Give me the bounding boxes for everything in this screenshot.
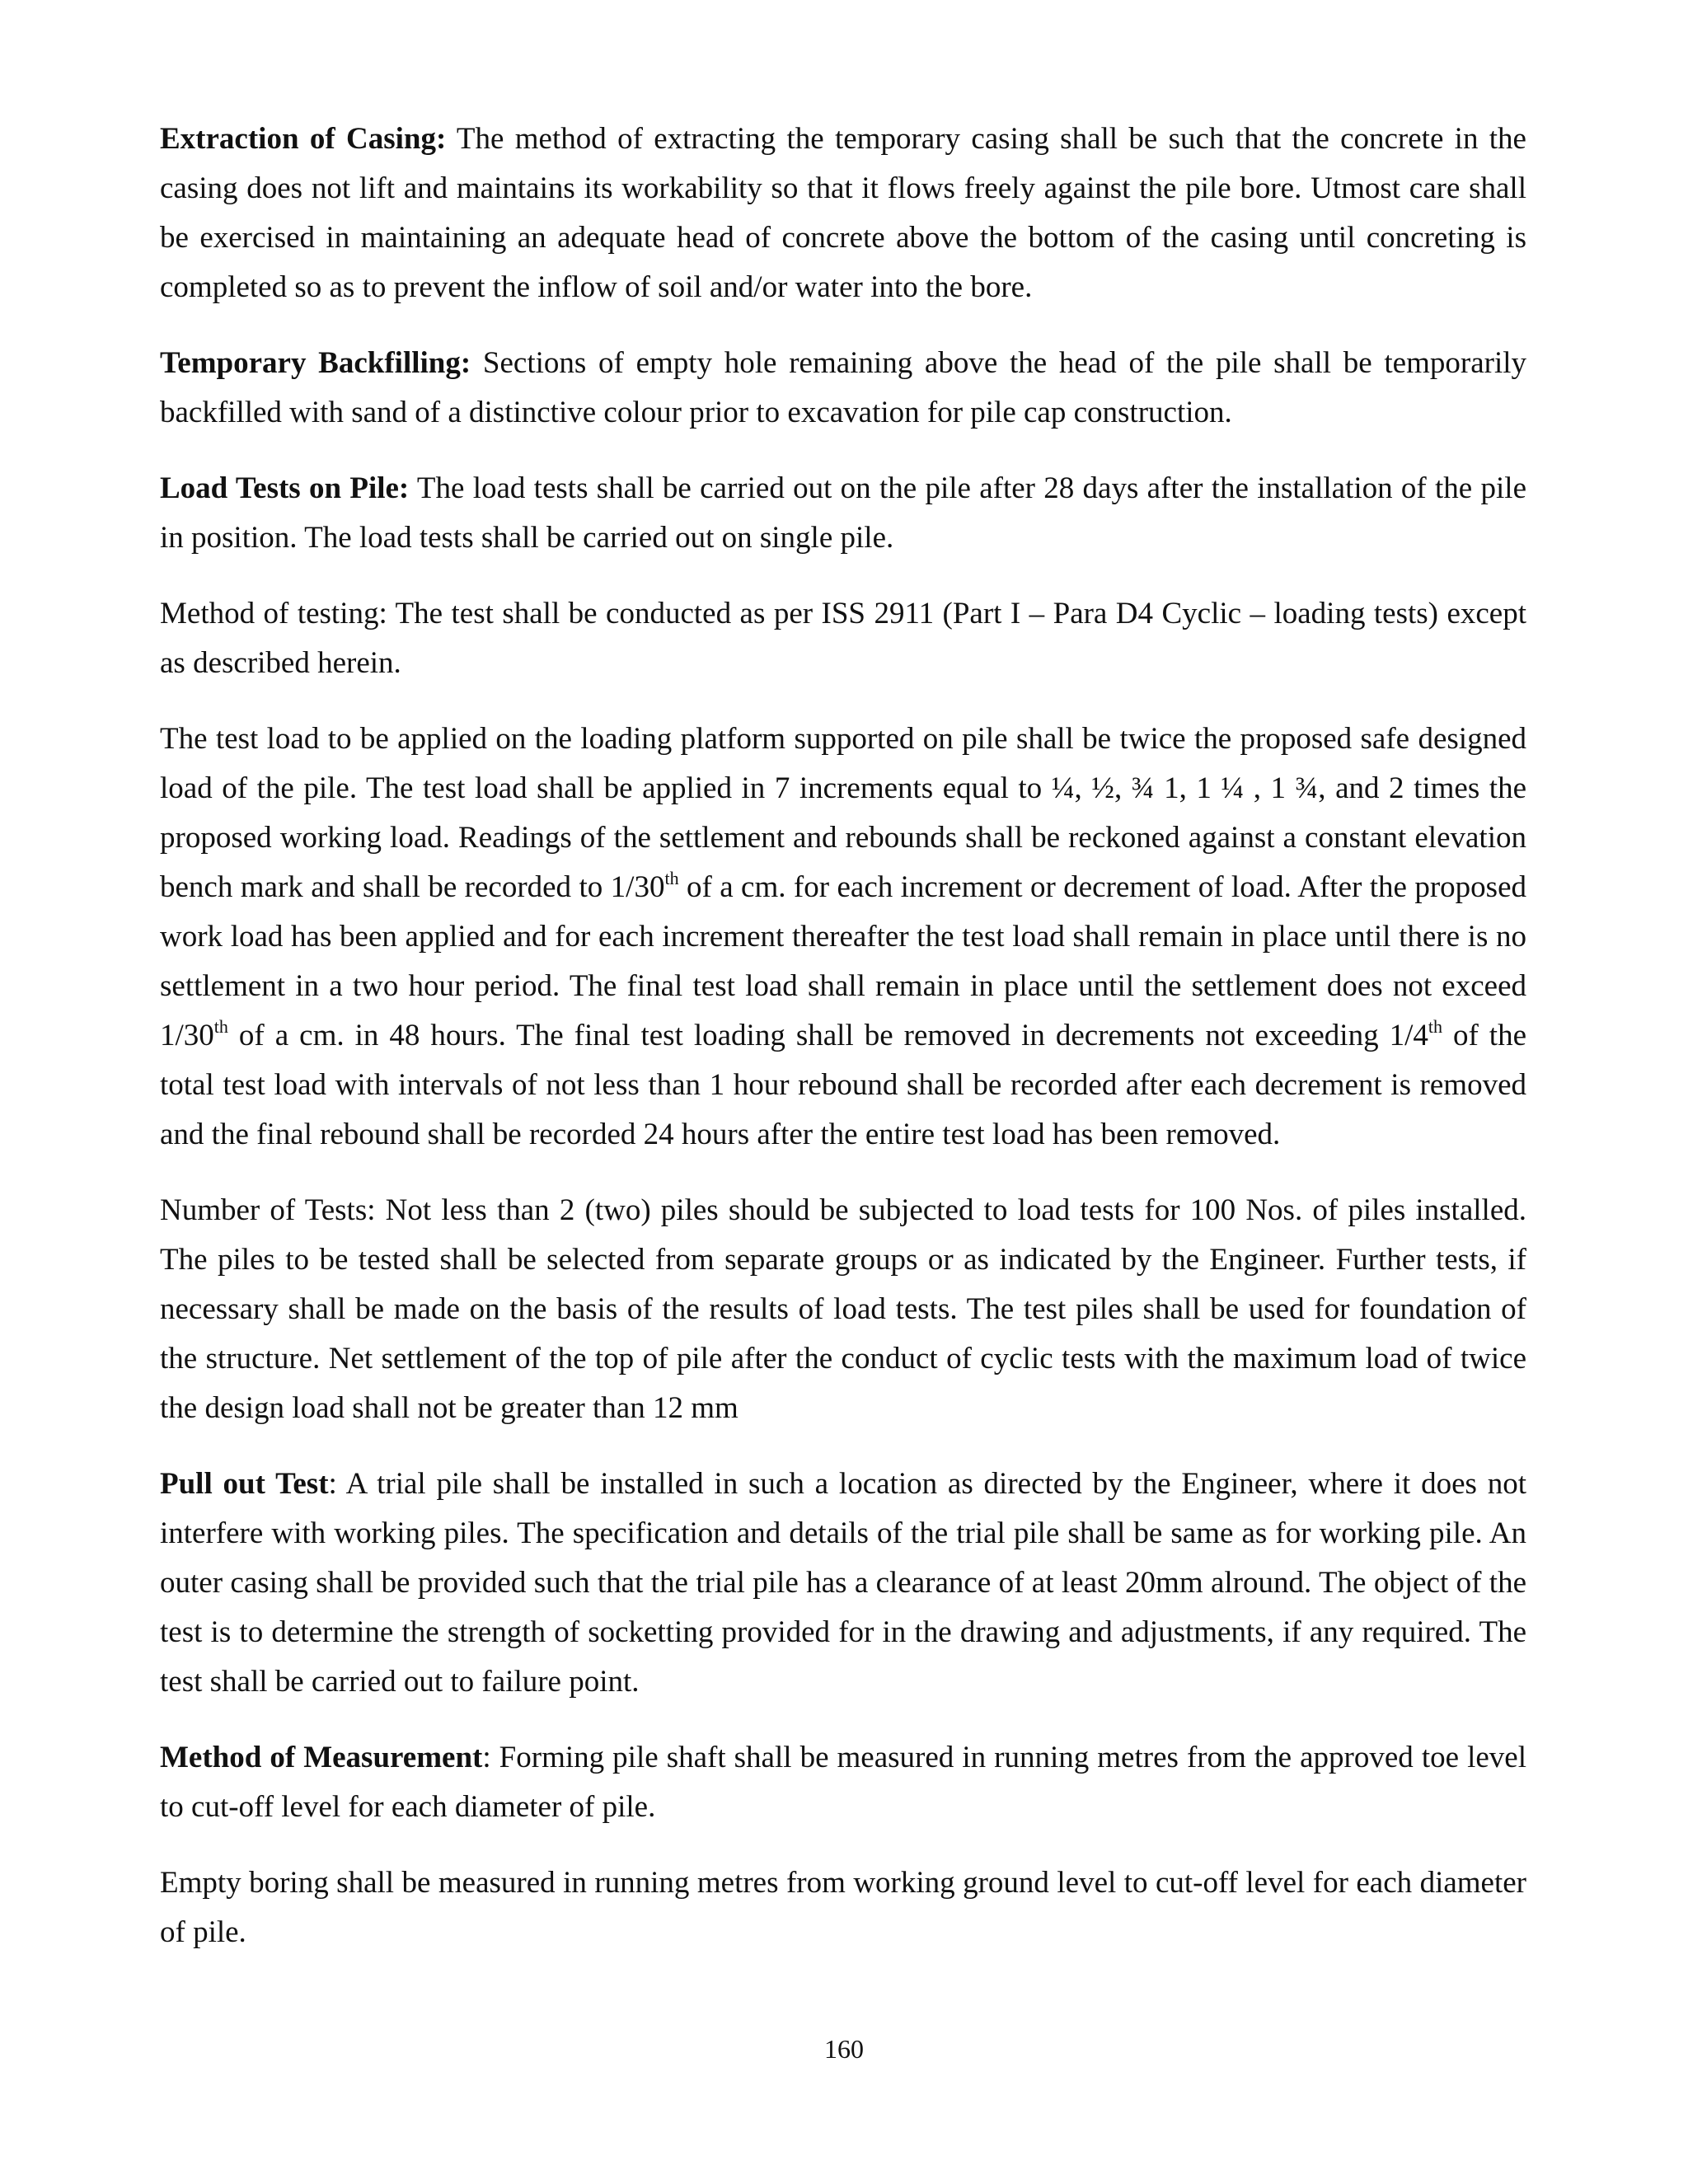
- paragraph-test-load: [160, 715, 1526, 1160]
- text-test-load-part-4: of the total test load with intervals of not less than 1 hour rebound shall be recorded after each decrement is removed and the final rebound shall be recorded 24 hours after the entire test load has been removed.: [160, 1019, 1526, 1151]
- text-test-load-part-2: of a cm. for each increment or decrement of load. After the proposed work load has been applied and for each increment thereafter the test load shall remain in place until there is no settlement in a two hour period. The final test load shall remain in place until the settlement does not exceed 1/30: [160, 870, 1526, 1052]
- page-number: 160: [824, 2034, 864, 2064]
- heading-pull-out-test: Pull out Test: [160, 1467, 329, 1501]
- text-extraction-of-casing: The method of extracting the temporary casing shall be such that the concrete in the casing does not lift and maintains its workability so that it flows freely against the pile bore. Utmost care shall be exercised in maintaining an adequate head of concrete above the bottom of the casing until concreting is completed so as to prevent the inflow of soil and/or water into the bore.: [160, 122, 1526, 304]
- paragraph-number-of-tests: [160, 1186, 1526, 1433]
- text-number-of-tests: Number of Tests: Not less than 2 (two) piles should be subjected to load tests for 100 Nos. of piles installed. The piles to be tested shall be selected from separate groups or as indicated by the Engineer. Further tests, if necessary shall be made on the basis of the results of load tests. The test piles shall be used for foundation of the structure. Net settlement of the top of pile after the conduct of cyclic tests with the maximum load of twice the design load shall not be greater than 12 mm: [160, 1193, 1526, 1425]
- paragraph-method-of-testing: [160, 589, 1526, 688]
- heading-method-of-measurement: Method of Measurement: [160, 1741, 483, 1774]
- paragraph-empty-boring: [160, 1858, 1526, 1957]
- heading-load-tests-on-pile: Load Tests on Pile:: [160, 471, 410, 505]
- text-method-of-measurement: : Forming pile shaft shall be measured in running metres from the approved toe level to cut-off level for each diameter of pile.: [160, 1741, 1526, 1824]
- text-test-load-part-1: The test load to be applied on the loading platform supported on pile shall be twice the proposed safe designed load of the pile. The test load shall be applied in 7 increments equal to ¼, ½, ¾ 1, 1 ¼ , 1 ¾, and 2 times the proposed working load. Readings of the settlement and rebounds shall be reckoned against a constant elevation bench mark and shall be recorded to 1/30: [160, 722, 1526, 904]
- superscript-th-3: th: [1428, 1016, 1442, 1037]
- text-temporary-backfilling: Sections of empty hole remaining above the head of the pile shall be temporarily backfilled with sand of a distinctive colour prior to excavation for pile cap construction.: [160, 346, 1527, 429]
- text-pull-out-test: : A trial pile shall be installed in such a location as directed by the Engineer, where it does not interfere with working piles. The specification and details of the trial pile shall be same as for working pile. An outer casing shall be provided such that the trial pile has a clearance of at least 20mm alround. The object of the test is to determine the strength of socketting provided for in the drawing and adjustments, if any required. The test shall be carried out to failure point.: [160, 1467, 1527, 1699]
- heading-extraction-of-casing: Extraction of Casing:: [160, 122, 447, 156]
- paragraph-extraction-of-casing: [160, 115, 1526, 312]
- paragraph-temporary-backfilling: [160, 339, 1526, 438]
- superscript-th-1: th: [664, 868, 679, 888]
- paragraph-load-tests-on-pile: [160, 464, 1526, 563]
- text-test-load-part-3: of a cm. in 48 hours. The final test loading shall be removed in decrements not exceeding 1/4: [227, 1019, 1428, 1052]
- paragraph-method-of-measurement: [160, 1733, 1526, 1832]
- text-method-of-testing: Method of testing: The test shall be conducted as per ISS 2911 (Part I – Para D4 Cyclic – loading tests) except as described herein.: [160, 597, 1526, 680]
- text-load-tests-on-pile: The load tests shall be carried out on the pile after 28 days after the installation of the pile in position. The load tests shall be carried out on single pile.: [160, 471, 1526, 555]
- heading-temporary-backfilling: Temporary Backfilling:: [160, 346, 471, 380]
- superscript-th-2: th: [213, 1016, 228, 1037]
- paragraph-pull-out-test: [160, 1460, 1526, 1707]
- text-empty-boring: Empty boring shall be measured in running metres from working ground level to cut-off level for each diameter of pile.: [160, 1866, 1526, 1949]
- document-page: [160, 115, 1526, 1984]
